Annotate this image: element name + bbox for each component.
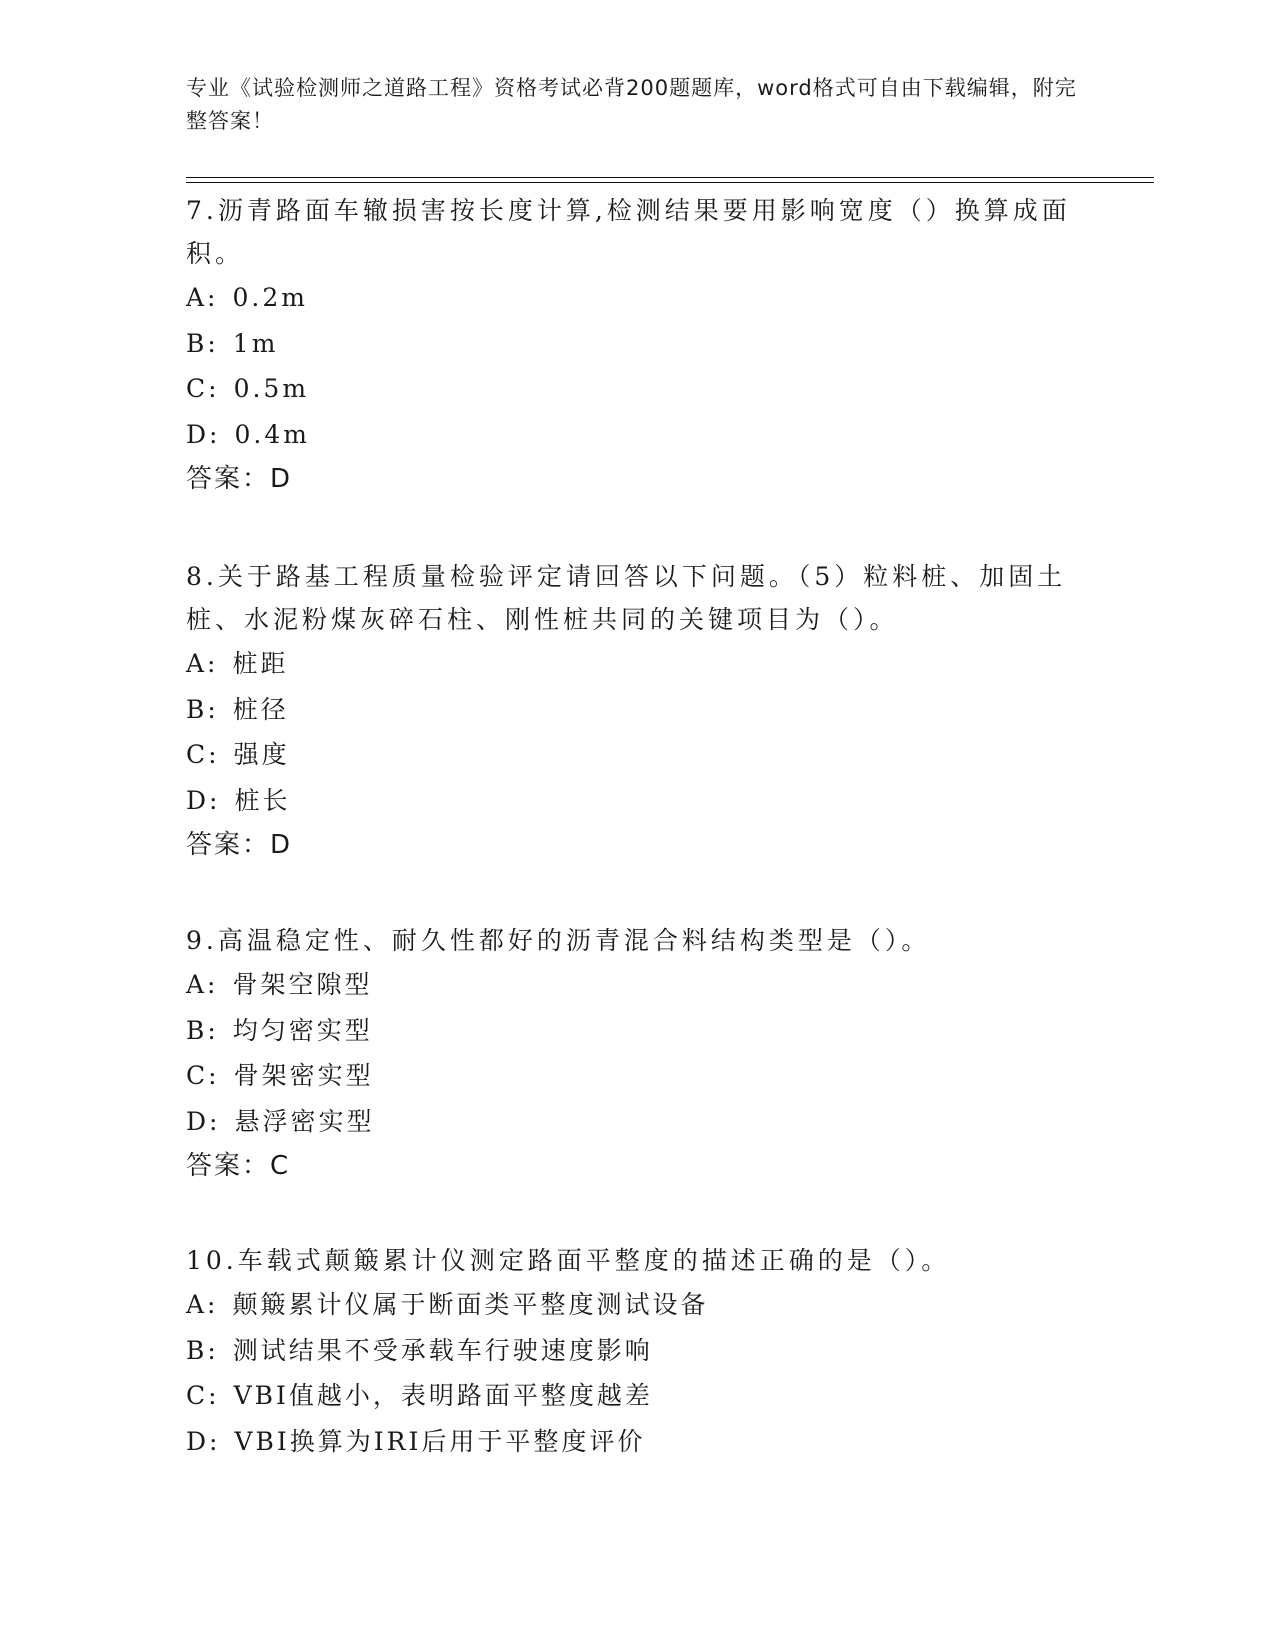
- document-header: 专业《试验检测师之道路工程》资格考试必背200题题库，word格式可自由下载编辑，附完整答案！: [186, 76, 1077, 133]
- header-divider-bottom: [186, 182, 1154, 183]
- option-b: [186, 321, 1086, 367]
- option-c: [186, 732, 1086, 778]
- option-c: [186, 366, 1086, 412]
- option-letter: D:: [186, 1106, 221, 1136]
- option-a: [186, 275, 1086, 321]
- question-10: [186, 1239, 1086, 1464]
- option-text: 0.2m: [232, 283, 308, 312]
- option-b: [186, 1008, 1086, 1054]
- question-text: 9.高温稳定性、耐久性都好的沥青混合料结构类型是（）。: [186, 926, 931, 955]
- option-text: 强度: [233, 740, 290, 769]
- option-text: 0.5m: [233, 374, 310, 403]
- option-a: [186, 962, 1086, 1008]
- answer-line: 答案：C: [186, 1151, 291, 1181]
- option-d: [186, 1419, 1086, 1465]
- question-text: 7.沥青路面车辙损害按长度计算,检测结果要用影响宽度（）换算成面积。: [186, 196, 1071, 268]
- question-text: 10.车载式颠簸累计仪测定路面平整度的描述正确的是（）。: [186, 1246, 951, 1275]
- answer-line: 答案：D: [186, 830, 293, 860]
- option-c: [186, 1373, 1086, 1419]
- question-7: [186, 189, 1086, 503]
- option-letter: C:: [186, 740, 220, 769]
- option-text: 骨架密实型: [233, 1061, 374, 1090]
- option-letter: B:: [186, 1335, 219, 1365]
- option-text: VBI值越小，表明路面平整度越差: [233, 1381, 653, 1410]
- option-letter: B:: [186, 694, 219, 724]
- option-c: [186, 1053, 1086, 1099]
- header-divider-top: [186, 177, 1154, 178]
- option-letter: B:: [186, 328, 219, 358]
- option-text: 1m: [232, 328, 279, 358]
- answer-line: 答案：D: [186, 464, 293, 494]
- option-letter: B:: [186, 1015, 219, 1045]
- option-text: 颠簸累计仪属于断面类平整度测试设备: [232, 1290, 709, 1319]
- option-letter: D:: [186, 419, 221, 449]
- option-text: 0.4m: [234, 419, 310, 449]
- option-letter: A:: [186, 1290, 219, 1319]
- option-b: [186, 1328, 1086, 1374]
- option-letter: C:: [186, 1061, 220, 1090]
- option-letter: C:: [186, 1381, 220, 1410]
- option-a: [186, 1282, 1086, 1328]
- option-d: [186, 778, 1086, 824]
- option-letter: D:: [186, 785, 221, 815]
- question-text: 8.关于路基工程质量检验评定请回答以下问题。（5）粒料桩、加固土桩、水泥粉煤灰碎石柱、刚性桩共同的关键项目为（）。: [186, 562, 1067, 634]
- option-letter: C:: [186, 374, 220, 403]
- option-text: 测试结果不受承载车行驶速度影响: [232, 1335, 653, 1365]
- option-letter: A:: [186, 649, 219, 678]
- option-d: [186, 412, 1086, 458]
- option-text: 桩径: [232, 694, 289, 724]
- option-letter: A:: [186, 970, 219, 999]
- option-a: [186, 641, 1086, 687]
- option-letter: D:: [186, 1426, 221, 1456]
- option-text: 悬浮密实型: [234, 1106, 375, 1136]
- option-letter: A:: [186, 283, 219, 312]
- option-text: 骨架空隙型: [232, 970, 373, 999]
- option-text: VBI换算为IRI后用于平整度评价: [234, 1426, 646, 1456]
- question-8: [186, 555, 1086, 869]
- question-9: [186, 919, 1086, 1190]
- option-text: 均匀密实型: [232, 1015, 373, 1045]
- option-d: [186, 1099, 1086, 1145]
- option-text: 桩距: [232, 649, 289, 678]
- option-text: 桩长: [234, 785, 291, 815]
- option-b: [186, 687, 1086, 733]
